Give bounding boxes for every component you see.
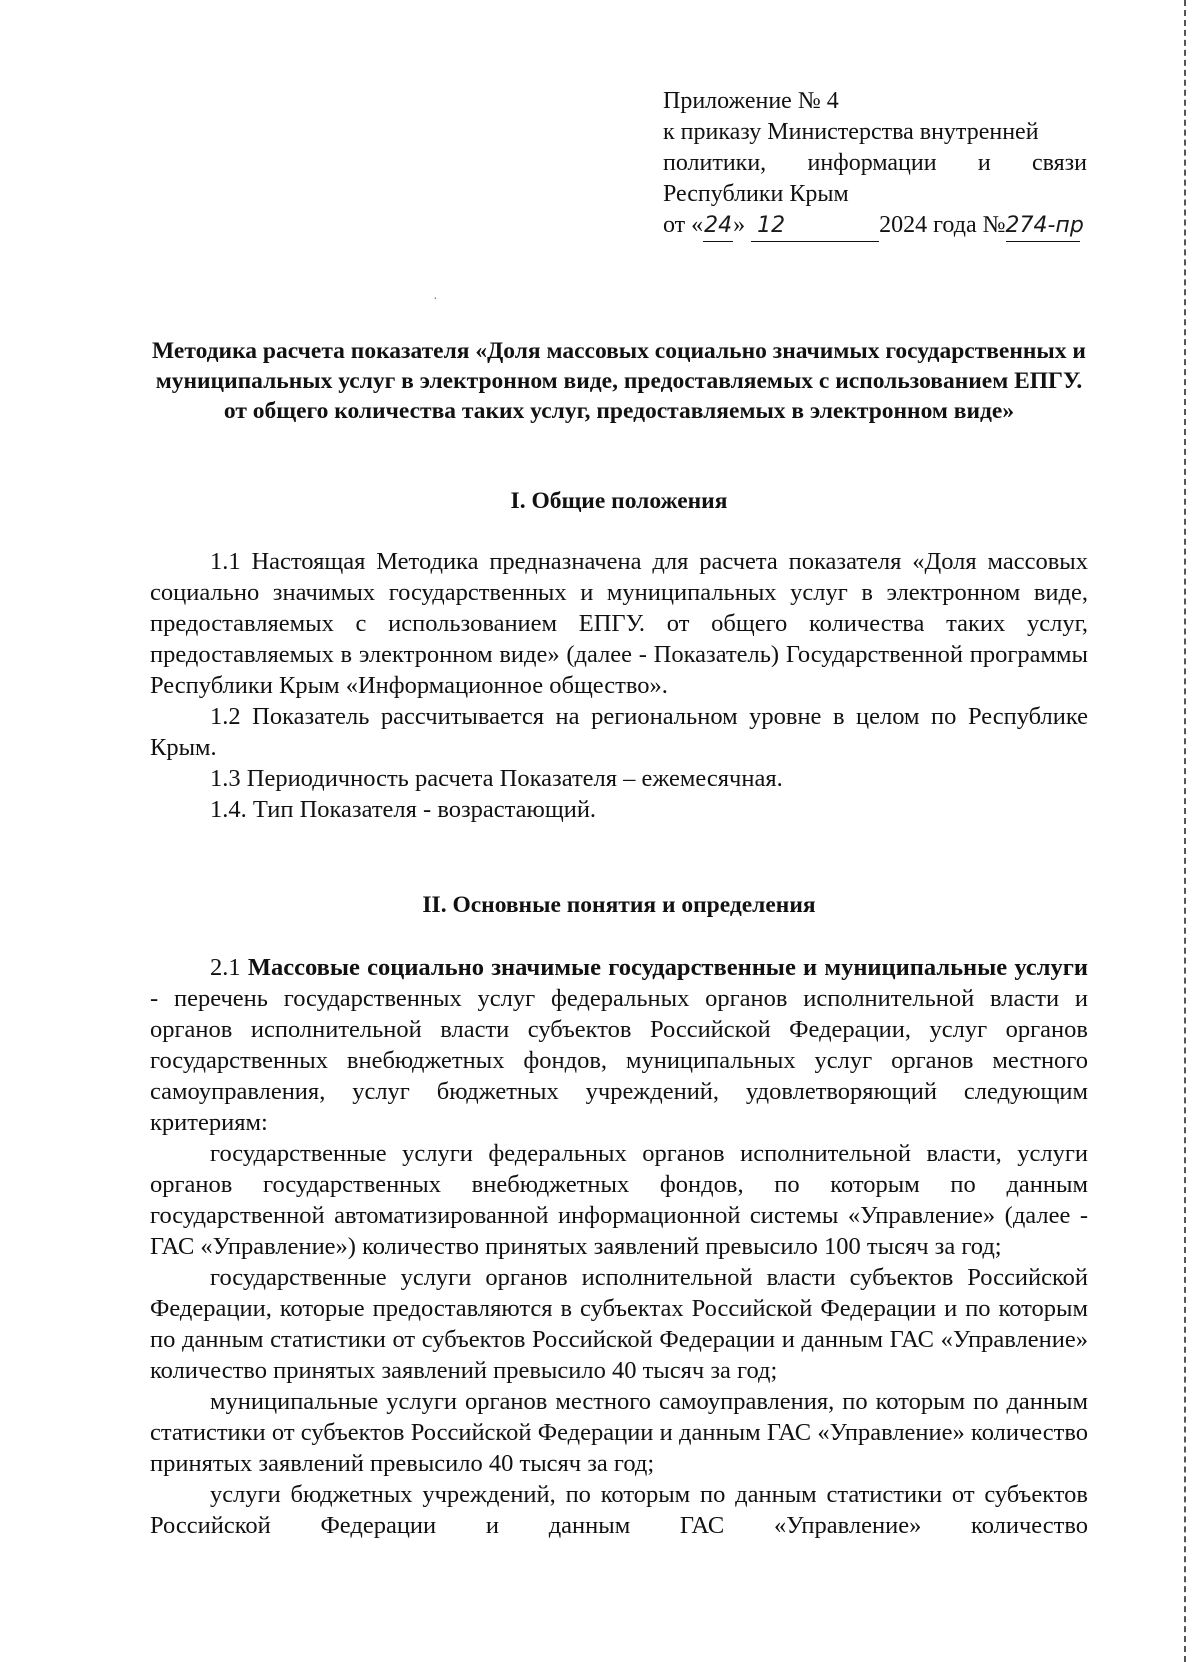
date-prefix: от « <box>663 212 704 238</box>
ministry-name: политики, информации и связи <box>663 150 1087 176</box>
criterion-regional: государственные услуги органов исполнительной власти субъектов Российской Федерации, которые предоставляются в субъектах Российской Федерации и по которым по данным статистики от субъектов Российской Федерации и данным ГАС «Управление» количество принятых заявлений превысило 40 тысяч за год; <box>150 1264 1088 1384</box>
criterion-federal: государственные услуги федеральных органов исполнительной власти, услуги органов государственных внебюджетных фондов, по которым по данным государственной автоматизированной информационной системы «Управление» (далее - ГАС «Управление») количество принятых заявлений превысило 100 тысяч за год; <box>150 1140 1088 1260</box>
section-1-body <box>150 546 1088 825</box>
order-date-line <box>663 210 1087 242</box>
paragraph-1-2: 1.2 Показатель рассчитывается на региональном уровне в целом по Республике Крым. <box>150 703 1088 761</box>
section-2-body <box>150 952 1088 1541</box>
order-number: 274-пр <box>1006 210 1080 242</box>
section-1-heading: I. Общие положения <box>510 488 728 514</box>
paragraph-1-4: 1.4. Тип Показателя - возрастающий. <box>210 796 597 823</box>
republic-name: Республики Крым <box>663 181 849 207</box>
term-definition-bold: Массовые социально значимые государственные и муниципальные услуги <box>247 954 1089 981</box>
paragraph-1-1: 1.1 Настоящая Методика предназначена для расчета показателя «Доля массовых социально значимых государственных и муниципальных услуг в электронном виде, предоставляемых с использованием ЕПГУ. от общего количества таких услуг, предоставляемых в электронном виде» (далее - Показатель) Государственной программы Республики Крым «Информационное общество». <box>150 548 1088 699</box>
criterion-budget-institutions: услуги бюджетных учреждений, по которым по данным статистики от субъектов Российской Федерации и данным ГАС «Управление» количество <box>150 1481 1088 1539</box>
document-title: Методика расчета показателя «Доля массовых социально значимых государственных и муниципальных услуг в электронном виде, предоставляемых с использованием ЕПГУ. от общего количества таких услуг, предоставляемых в электронном виде» <box>152 338 1086 424</box>
scan-speck: · <box>433 292 438 307</box>
paragraph-1-3: 1.3 Периодичность расчета Показателя – ежемесячная. <box>210 765 783 792</box>
paragraph-2-1 <box>150 952 1088 1138</box>
paragraph-2-1-number: 2.1 <box>210 954 248 981</box>
date-day: 24 <box>703 210 733 242</box>
section-2-heading: II. Основные понятия и определения <box>422 892 816 918</box>
paragraph-2-1-text: - перечень государственных услуг федеральных органов исполнительной власти и органов исполнительной власти субъектов Российской Федерации, услуг органов государственных внебюджетных фондов, муниципальных услуг органов местного самоуправления, услуг бюджетных учреждений, удовлетворяющий следующим критериям: <box>150 985 1088 1136</box>
criterion-municipal: муниципальные услуги органов местного самоуправления, по которым по данным статистики от субъектов Российской Федерации и данным ГАС «Управление» количество принятых заявлений превысило 40 тысяч за год; <box>150 1388 1088 1477</box>
date-month: 12 <box>751 210 879 242</box>
date-year: 2024 года № <box>879 212 1006 238</box>
date-mid: » <box>733 212 752 238</box>
appendix-header <box>663 86 1087 242</box>
scan-edge-line <box>1184 0 1186 1662</box>
order-reference: к приказу Министерства внутренней <box>663 119 1039 145</box>
appendix-number: Приложение № 4 <box>663 88 839 114</box>
